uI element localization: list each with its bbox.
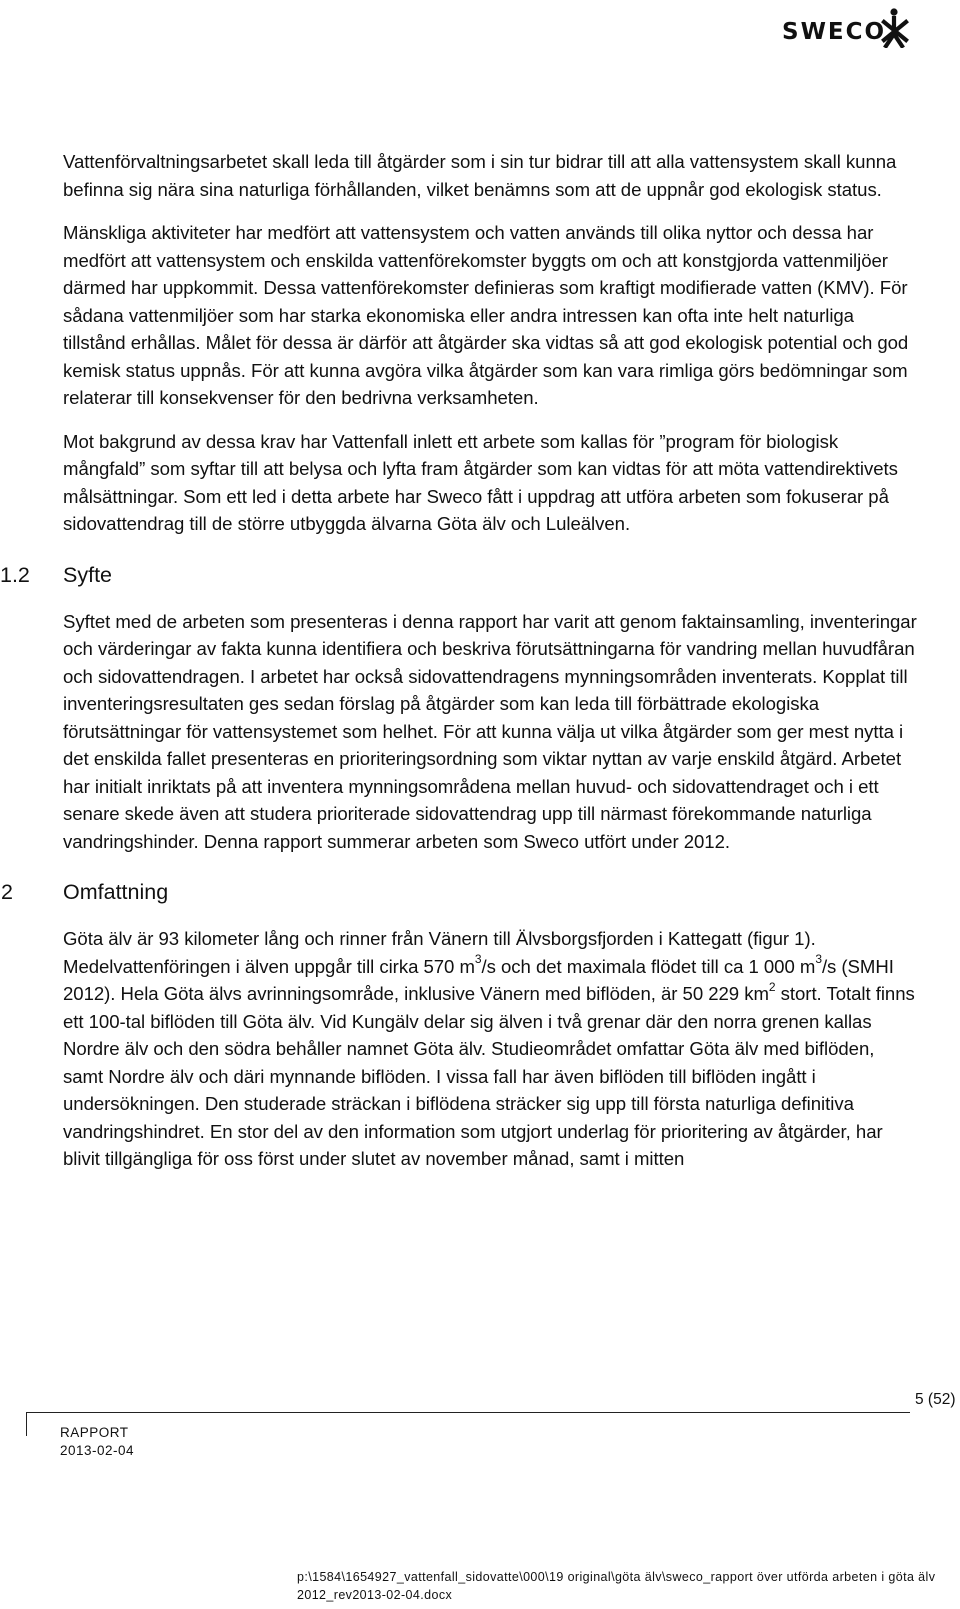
section-heading-syfte [0, 560, 919, 590]
footer-rule [26, 1412, 910, 1413]
doc-type: RAPPORT [60, 1425, 129, 1440]
section-number: 2 [1, 880, 13, 904]
section-heading-omfattning [1, 877, 919, 907]
document-body [0, 148, 919, 1189]
page-number: 5 (52) [915, 1391, 956, 1408]
footer-doc-info [60, 1424, 134, 1460]
paragraph-intro: Vattenförvaltningsarbetet skall leda till åtgärder som i sin tur bidrar till att alla vattensystem skall kunna befinna sig nära sina naturliga förhållanden, vilket benämns som att de uppnår god ekologisk status. [63, 151, 897, 200]
section-title: Omfattning [63, 880, 169, 904]
sweco-figure-icon [880, 8, 912, 48]
paragraph-background: Mot bakgrund av dessa krav har Vattenfall inlett ett arbete som kallas för ”program för biologisk mångfald” som syftar till att belysa och lyfta fram åtgärder som kan vidtas för att möta vattendirektivets målsättningar. Som ett led i detta arbete har Sweco fått i uppdrag att utföra arbeten som fokuserar på sidovattendrag till de större utbyggda älvarna Göta älv och Luleälven. [63, 430, 898, 534]
paragraph-kmv: Mänskliga aktiviteter har medfört att vattensystem och vatten används till olika nyttor och dessa har medfört att vattensystem och enskilda vattenförekomster byggts om och att konstgjorda vattenmiljöer därmed har uppkommit. Dessa vattenförekomster definieras som kraftigt modifierade vatten (KMV). För sådana vattenmiljöer som har starka ekonomiska eller andra intressen kan ofta inte helt naturliga tillstånd erhållas. Målet för dessa är därför att åtgärder ska vidtas så att god ekologisk potential och god kemisk status uppnås. För att kunna avgöra vilka åtgärder som kan vara rimliga görs bedömningar som relaterar till konsekvenser för den bedrivna verksamheten. [63, 222, 909, 408]
file-path: p:\1584\1654927_vattenfall_sidovatte\000\19 original\göta älv\sweco_rapport över utförda arbeten i göta älv 2012_rev2013-02-04.docx [297, 1570, 936, 1602]
section-number: 1.2 [0, 562, 30, 587]
logo-text: SWECO [782, 19, 887, 45]
sweco-logo [782, 8, 912, 48]
footer-rule-tick [26, 1412, 27, 1436]
paragraph-omfattning: Göta älv är 93 kilometer lång och rinner från Vänern till Älvsborgsfjorden i Kattegatt (figur 1). Medelvattenföringen i älven uppgår till cirka 570 $m^3/s$ och det maximala flödet till ca 1 000 $m^3/s$ (SMHI 2012). Hela Göta älvs avrinningsområde, inklusive Vänern med biflöden, är 50 229 $km^2$ stort. Totalt finns ett 100-tal biflöden till Göta älv. Vid Kungälv delar sig älven i två grenar där den norra grenen kallas Nordre älv och den södra behåller namnet Göta älv. Studieområdet omfattar Göta älv med biflöden, samt Nordre älv och däri mynnande biflöden. I vissa fall har även biflöden till biflöden ingått i undersökningen. Den studerade sträckan i biflödena sträcker sig upp till första naturliga definitiva vandringshindret. En stor del av den information som utgjort underlag för prioritering av åtgärder, har blivit tillgängliga för oss först under slutet av november månad, samt i mitten [63, 928, 915, 1169]
paragraph-syfte: Syftet med de arbeten som presenteras i denna rapport har varit att genom faktainsamling, inventeringar och värderingar av fakta kunna identifiera och beskriva förutsättningarna för vandring mellan huvudfåran och sidovattendragen. I arbetet har också sidovattendragens mynningsområden inventerats. Kopplat till inventeringsresultaten ges sedan förslag på åtgärder som kan leda till förbättrade ekologiska förutsättningar för vattensystemet som helhet. För att kunna välja ut vilka åtgärder som ger mest nytta i det enskilda fallet presenteras en prioriteringsordning som viktar nyttan av varje enskild åtgärd. Arbetet har initialt inriktats på att inventera mynningsområdena mellan huvud- och sidovattendraget och i ett senare skede även att studera prioriterade sidovattendrag upp till närmast förekommande naturliga vandringshinder. Denna rapport summerar arbeten som Sweco utfört under 2012. [63, 610, 917, 852]
section-title: Syfte [63, 562, 112, 587]
doc-date: 2013-02-04 [60, 1443, 135, 1458]
